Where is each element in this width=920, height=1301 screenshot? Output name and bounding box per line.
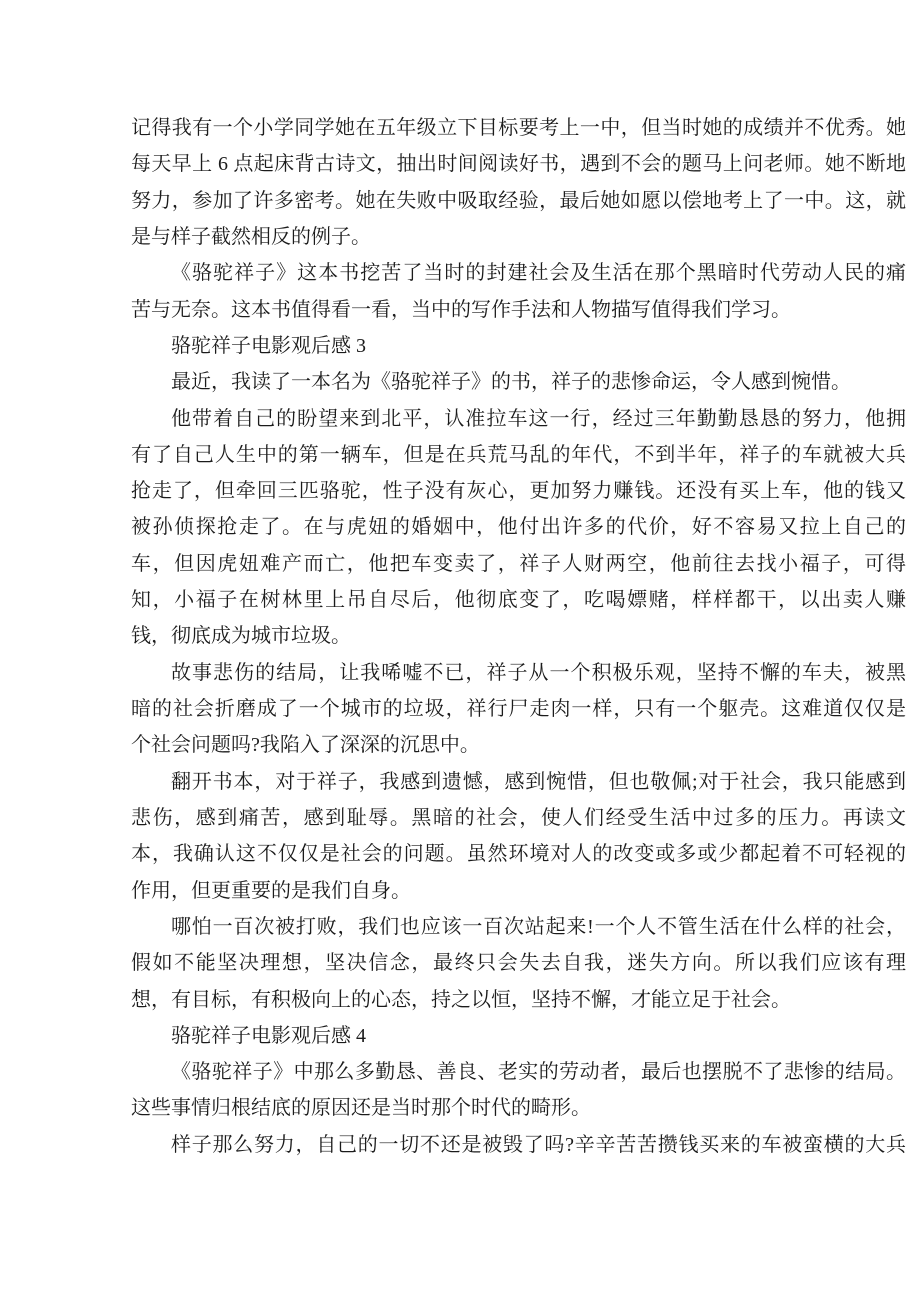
text-line: 他带着自己的盼望来到北平，认准拉车这一行，经过三年勤勤恳恳的努力，他拥 bbox=[171, 407, 906, 430]
text-line: 暗的社会折磨成了一个城市的垃圾，祥行尸走肉一样，只有一个躯壳。这难道仅仅是 bbox=[131, 698, 906, 720]
paragraph bbox=[131, 655, 906, 764]
text-line: 钱，彻底成为城市垃圾。 bbox=[131, 625, 351, 648]
text-line: 哪怕一百次被打败，我们也应该一百次站起来!一个人不管生活在什么样的社会， bbox=[171, 915, 906, 938]
text-line: 假如不能坚决理想，坚决信念，最终只会失去自我，迷失方向。所以我们应该有理 bbox=[131, 952, 906, 975]
text-line: 翻开书本，对于祥子，我感到遗憾，感到惋惜，但也敬佩;对于社会，我只能感到 bbox=[171, 770, 906, 793]
heading-line: 骆驼祥子电影观后感 3 bbox=[171, 334, 366, 357]
text-line: 《骆驼祥子》这本书挖苦了当时的封建社会及生活在那个黑暗时代劳动人民的痛 bbox=[171, 262, 906, 285]
text-line: 《骆驼祥子》中那么多勤恳、善良、老实的劳动者，最后也摆脱不了悲惨的结局。 bbox=[171, 1061, 906, 1084]
text-line: 每天早上 6 点起床背古诗文，抽出时间阅读好书，遇到不会的题马上问老师。她不断地 bbox=[131, 153, 906, 176]
text-line: 有了自己人生中的第一辆车，但是在兵荒马乱的年代，不到半年，祥子的车就被大兵 bbox=[131, 443, 906, 466]
section-heading bbox=[131, 1018, 906, 1054]
text-line: 努力，参加了许多密考。她在失败中吸取经验，最后她如愿以偿地考上了一中。这，就 bbox=[131, 189, 906, 212]
paragraph bbox=[131, 909, 906, 1018]
text-line: 车，但因虎妞难产而亡，他把车变卖了，祥子人财两空，他前往去找小福子，可得 bbox=[131, 552, 906, 575]
text-line: 知，小福子在树林里上吊自尽后，他彻底变了，吃喝嫖赌，样样都干，以出卖人赚 bbox=[131, 589, 906, 612]
document-text-block bbox=[131, 110, 906, 1163]
text-line: 是与样子截然相反的例子。 bbox=[131, 225, 371, 248]
text-line: 最近，我读了一本名为《骆驼祥子》的书，祥子的悲惨命运，令人感到惋惜。 bbox=[171, 371, 851, 394]
paragraph bbox=[131, 401, 906, 655]
paragraph bbox=[131, 764, 906, 909]
paragraph bbox=[131, 255, 906, 328]
text-line: 故事悲伤的结局，让我唏嘘不已，祥子从一个积极乐观，坚持不懈的车夫，被黑 bbox=[171, 661, 906, 684]
text-line: 悲伤，感到痛苦，感到耻辱。黑暗的社会，使人们经受生活中过多的压力。再读文 bbox=[131, 806, 906, 829]
text-line: 作用，但更重要的是我们自身。 bbox=[131, 879, 411, 902]
paragraph bbox=[131, 364, 906, 400]
text-line: 被孙侦探抢走了。在与虎妞的婚姻中，他付出许多的代价，好不容易又拉上自己的 bbox=[131, 516, 906, 539]
paragraph bbox=[131, 1127, 906, 1163]
heading-line: 骆驼祥子电影观后感 4 bbox=[171, 1024, 366, 1047]
text-line: 记得我有一个小学同学她在五年级立下目标要考上一中，但当时她的成绩并不优秀。她 bbox=[131, 117, 906, 139]
paragraph bbox=[131, 1054, 906, 1127]
text-line: 抢走了，但牵回三匹骆驼，性子没有灰心，更加努力赚钱。还没有买上车，他的钱又 bbox=[131, 480, 906, 503]
text-line: 样子那么努力，自己的一切不还是被毁了吗?辛辛苦苦攒钱买来的车被蛮横的大兵 bbox=[171, 1133, 906, 1156]
text-line: 想，有目标，有积极向上的心态，持之以恒，坚持不懈，才能立足于社会。 bbox=[131, 988, 791, 1011]
text-line: 苦与无奈。这本书值得看一看，当中的写作手法和人物描写值得我们学习。 bbox=[131, 298, 791, 321]
text-line: 个社会问题吗?我陷入了深深的沉思中。 bbox=[131, 734, 480, 757]
paragraph bbox=[131, 110, 906, 255]
text-line: 本，我确认这不仅仅是社会的问题。虽然环境对人的改变或多或少都起着不可轻视的 bbox=[131, 843, 906, 866]
section-heading bbox=[131, 328, 906, 364]
text-line: 这些事情归根结底的原因还是当时那个时代的畸形。 bbox=[131, 1097, 591, 1120]
